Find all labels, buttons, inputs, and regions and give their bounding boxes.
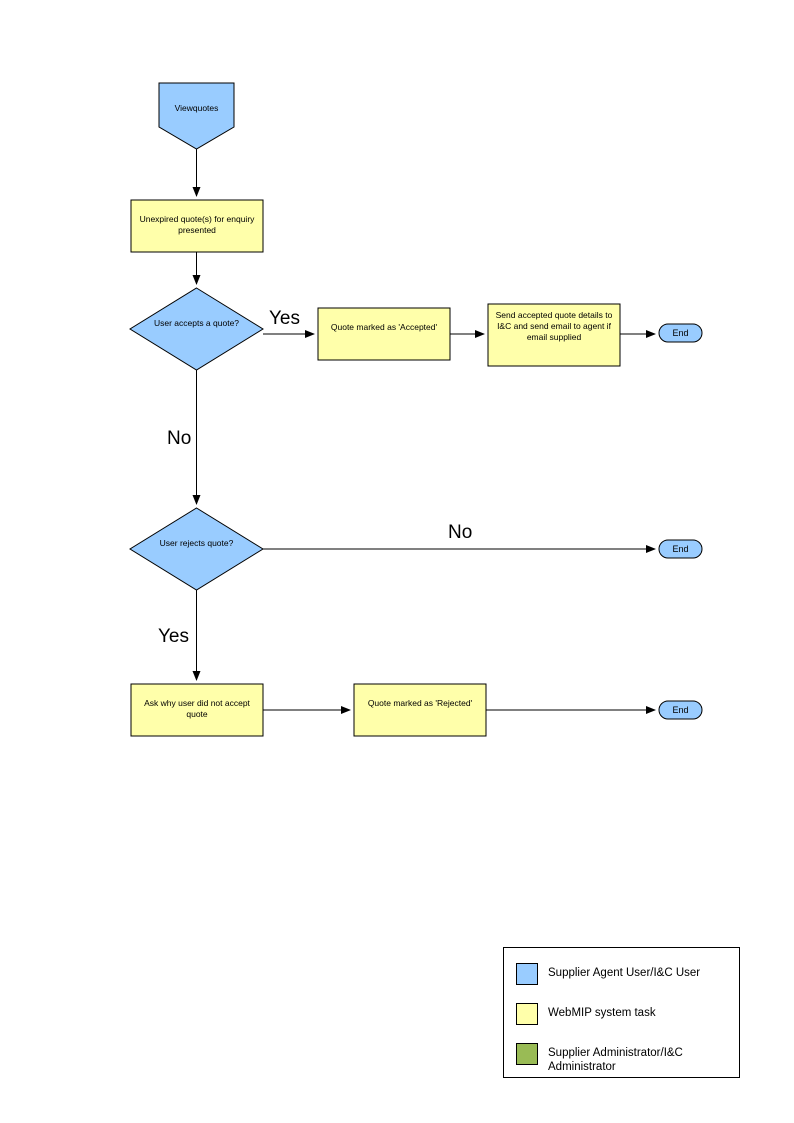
node-start-label: Viewquotes — [174, 103, 219, 113]
node-accepts-shape — [130, 288, 263, 370]
node-end1-label: End — [672, 328, 689, 338]
legend-label-admin: Supplier Administrator/I&C Administrator — [548, 1047, 683, 1073]
node-end2-label: End — [672, 544, 689, 554]
edge-label-yes-accepts: Yes — [269, 308, 300, 329]
node-ask-why-shape — [131, 684, 263, 736]
legend — [503, 947, 740, 1078]
node-marked-rejected-label: Quote marked as 'Rejected' — [367, 698, 473, 708]
edge-label-yes-rejects: Yes — [158, 626, 189, 647]
node-accepts-label: User accepts a quote? — [153, 318, 240, 328]
legend-label-system: WebMIP system task — [548, 1007, 656, 1019]
node-marked-rejected-shape — [354, 684, 486, 736]
legend-swatch-user — [516, 963, 538, 985]
edge-label-no-rejects: No — [448, 522, 473, 543]
node-send-details-label: Send accepted quote details to I&C and send email to agent if email supplied — [495, 310, 613, 342]
legend-swatch-admin — [516, 1043, 538, 1065]
legend-item-system — [516, 1003, 656, 1025]
legend-swatch-system — [516, 1003, 538, 1025]
legend-item-user — [516, 963, 700, 985]
legend-label-user: Supplier Agent User/I&C User — [548, 967, 701, 979]
node-rejects-label: User rejects quote? — [159, 538, 234, 548]
node-unexpired-label: Unexpired quote(s) for enquiry presented — [139, 214, 255, 235]
edge-label-no-accepts: No — [167, 428, 192, 449]
node-end3-label: End — [672, 705, 689, 715]
node-rejects-shape — [130, 508, 263, 590]
node-unexpired-shape — [131, 200, 263, 252]
node-send-details-shape — [488, 304, 620, 366]
node-ask-why-label: Ask why user did not accept quote — [144, 698, 250, 719]
node-marked-accepted-shape — [318, 308, 450, 360]
legend-item-admin — [516, 1043, 739, 1074]
node-start-shape — [159, 83, 234, 149]
node-marked-accepted-label: Quote marked as 'Accepted' — [330, 322, 438, 332]
